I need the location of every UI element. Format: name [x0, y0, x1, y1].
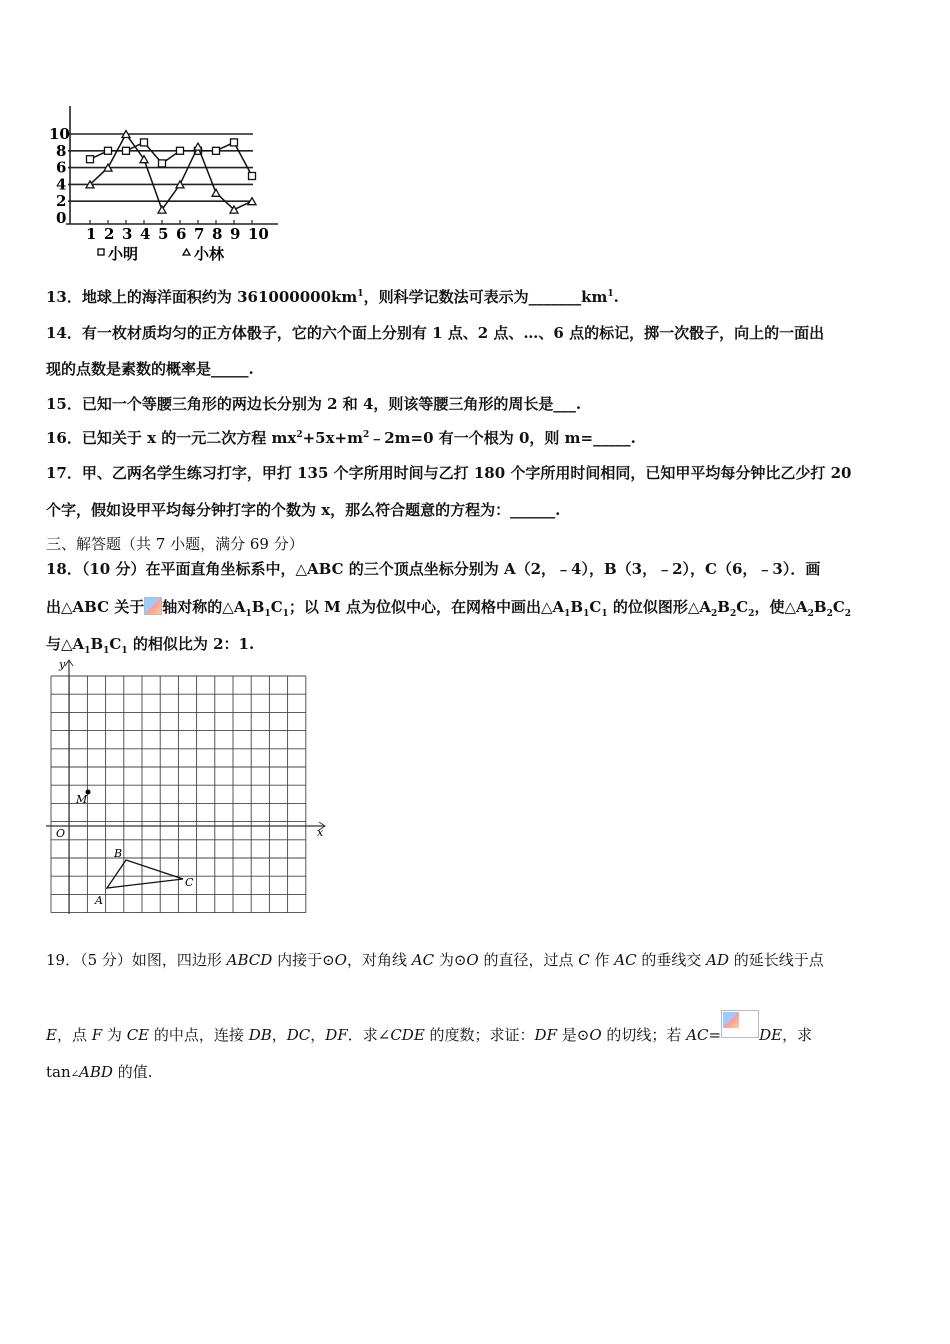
question-16 — [46, 427, 636, 448]
q19-l1h: O — [466, 951, 479, 969]
y-tick-label: 4 — [56, 175, 67, 194]
y-tick-label: 8 — [56, 141, 67, 160]
q18-l2f: B — [570, 598, 584, 616]
question-18-line1: 18．（10 分）在平面直角坐标系中，△ABC 的三个顶点坐标分别为 A（2，﹣4），B（3，﹣2），C（6，﹣3）．画 — [46, 560, 821, 578]
q19-l3a: tan — [46, 1063, 71, 1081]
data-point-square — [213, 147, 220, 154]
y-tick-label: 0 — [56, 209, 67, 227]
q18-l2m: C — [832, 598, 845, 616]
y-tick-label: 2 — [56, 192, 67, 211]
y-tick-label: 10 — [49, 125, 70, 143]
q18-l2a: 出△ABC 关于 — [46, 598, 145, 616]
q18-l3c: C — [109, 635, 122, 653]
section-3-title: 三、解答题（共 7 小题，满分 69 分） — [46, 535, 304, 553]
q18-sub: 1 — [84, 646, 91, 656]
q18-l2d: C — [270, 598, 283, 616]
q19-l1n: AD — [706, 951, 730, 969]
x-tick-label: 10 — [248, 225, 269, 243]
q18-l2b: 轴对称的△A — [162, 598, 246, 616]
data-point-square — [249, 173, 256, 180]
data-point-square — [87, 156, 94, 163]
q18-sub: 2 — [711, 609, 718, 619]
question-18-line3 — [46, 633, 254, 656]
x-tick-label: 7 — [194, 225, 205, 243]
q19-l2a: E — [46, 1026, 57, 1044]
q19-l1k: 作 — [589, 951, 615, 969]
q13-text: 13．地球上的海洋面积约为 361000000km — [46, 288, 358, 306]
q19-l2o: DF — [534, 1026, 557, 1044]
q18-sub: 1 — [264, 609, 271, 619]
q19-l1b: ABCD — [226, 951, 273, 969]
legend-label-xiaoming: 小明 — [108, 245, 139, 263]
q18-l3b: B — [90, 635, 104, 653]
data-point-square — [105, 147, 112, 154]
question-18-line2 — [46, 596, 851, 619]
legend-triangle-marker — [183, 249, 190, 255]
series-line-square — [90, 142, 252, 176]
q18-l2c: B — [251, 598, 265, 616]
q16-a: 16．已知关于 x 的一元二次方程 mx — [46, 429, 297, 447]
q18-sub: 1 — [583, 609, 590, 619]
q19-l3b: ∠ — [70, 1069, 80, 1080]
q19-l1f: AC — [411, 951, 435, 969]
q16-b: +5x+m — [302, 429, 363, 447]
x-axis-label: x — [317, 826, 324, 839]
q18-l2l: B — [813, 598, 827, 616]
x-tick-label: 4 — [140, 225, 151, 243]
legend-label-xiaolin: 小林 — [194, 245, 225, 263]
x-tick-label: 2 — [104, 225, 115, 243]
q13-end: . — [613, 288, 619, 306]
triangle-abc — [107, 860, 183, 888]
q19-l1g: 为⊙ — [434, 951, 467, 969]
q19-l2t: = — [708, 1026, 722, 1044]
x-tick-label: 9 — [230, 225, 241, 243]
question-17-line2: 个字，假如设甲平均每分钟打字的个数为 x，那么符合题意的方程为：______. — [46, 501, 561, 519]
x-tick-label: 5 — [158, 225, 169, 243]
data-point-triangle — [140, 156, 148, 163]
q19-l3c: ABD — [79, 1063, 113, 1081]
data-point-square — [141, 139, 148, 146]
q19-l2n: 的度数；求证： — [424, 1026, 535, 1044]
q18-l3a: 与△A — [46, 635, 85, 653]
q18-sub: 2 — [807, 609, 814, 619]
question-19-line1 — [46, 949, 824, 970]
q19-l1o: 的延长线于点 — [729, 951, 824, 969]
q18-l2g: C — [589, 598, 602, 616]
q19-l2c: F — [91, 1026, 103, 1044]
q19-l2m: CDE — [390, 1026, 425, 1044]
q19-l3d: 的值. — [112, 1063, 153, 1081]
q18-l2e: ；以 M 点为位似中心，在网格中画出△A — [288, 598, 565, 616]
question-13 — [46, 286, 619, 307]
q19-l2g: DB — [248, 1026, 272, 1044]
x-tick-label: 1 — [86, 225, 97, 243]
q19-l1l: AC — [614, 951, 637, 969]
q19-l2s: AC — [686, 1026, 709, 1044]
q19-l2f: 的中点，连接 — [149, 1026, 249, 1044]
q13-mid: ，则科学记数法可表示为_______km — [363, 288, 608, 306]
q18-sub: 1 — [564, 609, 571, 619]
q19-l2r: 的切线；若 — [601, 1026, 687, 1044]
q18-sub: 2 — [729, 609, 737, 619]
data-point-square — [159, 160, 166, 167]
data-point-square — [231, 139, 238, 146]
q19-l2k: DF — [325, 1026, 348, 1044]
q19-l2q: O — [589, 1026, 602, 1044]
data-point-triangle — [158, 206, 166, 213]
score-line-chart — [46, 100, 286, 270]
q19-l2j: ， — [310, 1026, 326, 1044]
q19-l2e: CE — [126, 1026, 150, 1044]
q18-sub: 2 — [826, 609, 833, 619]
q18-sub: 1 — [282, 609, 289, 619]
q18-l2j: C — [736, 598, 749, 616]
origin-label: O — [56, 827, 66, 840]
q16-sup2: 2 — [362, 430, 370, 440]
x-tick-label: 6 — [176, 225, 187, 243]
q19-l1e: ，对角线 — [346, 951, 412, 969]
coordinate-grid — [40, 656, 340, 921]
q18-sub: 1 — [601, 609, 608, 619]
q19-l1a: 19．（5 分）如图，四边形 — [46, 951, 227, 969]
broken-image-icon — [144, 597, 162, 615]
q19-l1i: 的直径，过点 — [478, 951, 579, 969]
data-point-square — [177, 147, 184, 154]
q18-sub: 2 — [748, 609, 755, 619]
question-15: 15．已知一个等腰三角形的两边长分别为 2 和 4，则该等腰三角形的周长是___. — [46, 395, 582, 413]
y-tick-label: 6 — [56, 158, 67, 177]
data-point-triangle — [212, 189, 220, 196]
q18-l2h: 的位似图形△A — [607, 598, 711, 616]
vertex-b-label: B — [114, 847, 123, 860]
q16-c: ﹣2m=0 有一个根为 0，则 m=_____. — [369, 429, 636, 447]
q19-l2u: DE — [759, 1026, 783, 1044]
q18-sub: 1 — [245, 609, 252, 619]
question-14-line2: 现的点数是素数的概率是_____. — [46, 360, 254, 378]
chart-legend — [98, 245, 225, 263]
data-point-triangle — [194, 143, 202, 150]
q13-sup1: 1 — [357, 289, 364, 299]
q19-l1j: C — [578, 951, 590, 969]
q19-l2p: 是⊙ — [556, 1026, 590, 1044]
q13-sup2: 1 — [607, 289, 614, 299]
question-19-line2 — [46, 1010, 812, 1045]
vertex-c-label: C — [185, 876, 194, 889]
q18-sub: 2 — [844, 609, 852, 619]
q19-l2l: ．求∠ — [347, 1026, 391, 1044]
q18-l2i: B — [717, 598, 730, 616]
data-point-square — [123, 147, 130, 154]
q19-l2i: DC — [286, 1026, 311, 1044]
question-19-line3 — [46, 1061, 152, 1082]
q18-l3d: 的相似比为 2：1. — [127, 635, 255, 653]
point-m-label: M — [76, 793, 88, 806]
x-tick-label: 8 — [212, 225, 223, 243]
question-17-line1: 17．甲、乙两名学生练习打字，甲打 135 个字所用时间与乙打 180 个字所用时间相同，已知甲平均每分钟比乙少打 20 — [46, 464, 852, 482]
q19-l1c: 内接于⊙ — [272, 951, 335, 969]
y-axis-label: y — [59, 658, 66, 671]
q18-sub: 1 — [121, 646, 128, 656]
q18-sub: 1 — [103, 646, 110, 656]
q16-sup: 2 — [296, 430, 303, 440]
x-tick-label: 3 — [122, 225, 133, 243]
q18-l2k: ，使△A — [754, 598, 808, 616]
q19-l1m: 的垂线交 — [636, 951, 707, 969]
q19-l2d: 为 — [102, 1026, 127, 1044]
q19-l2b: ，点 — [56, 1026, 92, 1044]
q19-l2h: ， — [271, 1026, 287, 1044]
q19-l2v: ，求 — [782, 1026, 813, 1044]
broken-image-icon — [721, 1010, 759, 1038]
q19-l1d: O — [334, 951, 347, 969]
legend-square-marker — [98, 249, 104, 255]
vertex-a-label: A — [95, 894, 103, 907]
question-14-line1: 14．有一枚材质均匀的正方体骰子，它的六个面上分别有 1 点、2 点、…、6 点的标记，掷一次骰子，向上的一面出 — [46, 324, 825, 342]
